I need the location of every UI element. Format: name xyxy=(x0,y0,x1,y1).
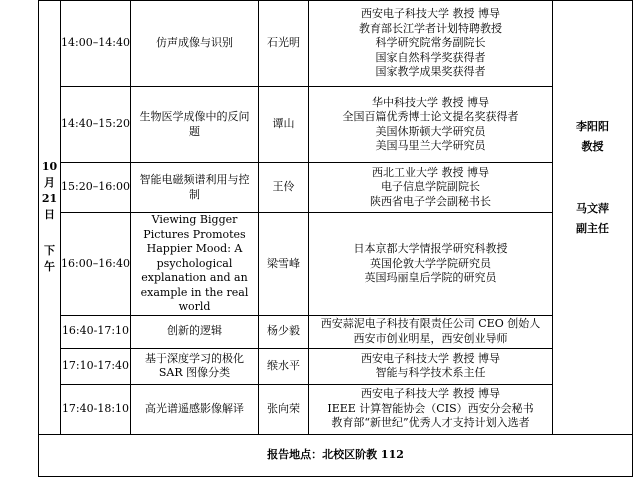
time-cell: 17:10-17:40 xyxy=(61,348,131,384)
host-name: 李阳阳 xyxy=(576,120,609,133)
speaker-cell: 杨少毅 xyxy=(259,315,309,348)
speaker-intro: 西安电子科技大学 教授 博导 智能与科学技术系主任 xyxy=(309,348,553,384)
table-row xyxy=(39,315,633,348)
topic-cell: 基于深度学习的极化SAR 图像分类 xyxy=(131,348,259,384)
table-row xyxy=(39,87,633,163)
host-title: 副主任 xyxy=(576,222,609,235)
speaker-cell: 谭山 xyxy=(259,87,309,163)
table-row xyxy=(39,1,633,87)
topic-cell: 创新的逻辑 xyxy=(131,315,259,348)
speaker-intro: 西安蒜泥电子科技有限责任公司 CEO 创始人 西安市创业明星，西安创业导师 xyxy=(309,315,553,348)
speaker-intro: 西北工业大学 教授 博导 电子信息学院副院长 陕西省电子学会副秘书长 xyxy=(309,163,553,213)
speaker-cell: 梁雪峰 xyxy=(259,213,309,316)
table-row xyxy=(39,434,633,476)
date-label: 10 月 21 日 下 午 xyxy=(41,160,58,274)
host-title: 教授 xyxy=(581,140,604,153)
speaker-intro: 西安电子科技大学 教授 博导 教育部长江学者计划特聘教授 科学研究院常务副院长 国家自然科学奖获得者 国家教学成果奖获得者 xyxy=(309,1,553,87)
schedule-table xyxy=(38,0,633,477)
time-cell: 16:40-17:10 xyxy=(61,315,131,348)
speaker-intro: 西安电子科技大学 教授 博导 IEEE 计算智能协会（CIS）西安分会秘书 教育部“新世纪”优秀人才支持计划入选者 xyxy=(309,384,553,434)
speaker-cell: 石光明 xyxy=(259,1,309,87)
date-cell xyxy=(39,1,61,435)
time-cell: 14:00–14:40 xyxy=(61,1,131,87)
table-row xyxy=(39,213,633,316)
table-row xyxy=(39,163,633,213)
topic-cell: 生物医学成像中的反问题 xyxy=(131,87,259,163)
topic-cell: 仿声成像与识别 xyxy=(131,1,259,87)
table-row xyxy=(39,348,633,384)
time-cell: 14:40–15:20 xyxy=(61,87,131,163)
time-cell: 16:00–16:40 xyxy=(61,213,131,316)
host-name: 马文萍 xyxy=(576,202,609,215)
speaker-cell: 张向荣 xyxy=(259,384,309,434)
table-row xyxy=(39,384,633,434)
speaker-intro: 华中科技大学 教授 博导 全国百篇优秀博士论文提名奖获得者 美国休斯顿大学研究员 美国马里兰大学研究员 xyxy=(309,87,553,163)
host-cell xyxy=(553,1,633,435)
time-cell: 17:40-18:10 xyxy=(61,384,131,434)
speaker-cell: 缑水平 xyxy=(259,348,309,384)
topic-cell: Viewing Bigger Pictures Promotes Happier Mood: A psychological explanation and an example in the real world xyxy=(131,213,259,316)
time-cell: 15:20–16:00 xyxy=(61,163,131,213)
speaker-intro: 日本京都大学情报学研究科教授 英国伦敦大学学院研究员 英国玛丽皇后学院的研究员 xyxy=(309,213,553,316)
speaker-cell: 王伶 xyxy=(259,163,309,213)
location-text: 报告地点：北校区阶教 112 xyxy=(39,434,633,476)
topic-cell: 高光谱遥感影像解译 xyxy=(131,384,259,434)
topic-cell: 智能电磁频谱利用与控制 xyxy=(131,163,259,213)
